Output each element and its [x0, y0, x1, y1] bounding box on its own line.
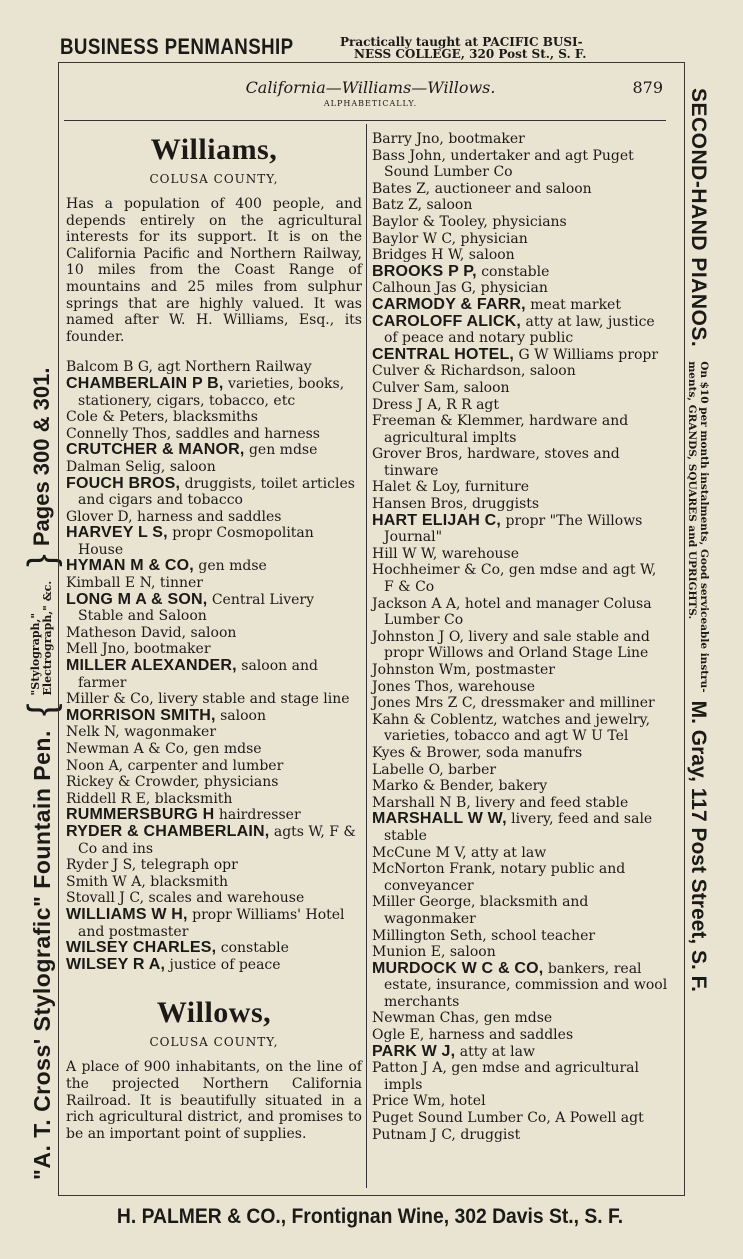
- directory-entry: [66, 957, 362, 974]
- directory-entry: [372, 1027, 670, 1044]
- entry-name-bold: HART ELIJAH C,: [372, 511, 502, 529]
- directory-entry: [372, 1010, 670, 1027]
- entry-text: Millington Seth, school teacher: [372, 927, 596, 944]
- entry-text: Noon A, carpenter and lumber: [66, 757, 284, 774]
- footer-banner: H. PALMER & CO., Frontignan Wine, 302 Davis St., S. F.: [116, 1205, 624, 1228]
- entry-text: Central Livery Stable and Saloon: [78, 591, 315, 625]
- entry-name-bold: CARMODY & FARR,: [372, 295, 526, 313]
- entry-text: Patton J A, gen mdse and agricultural impls: [372, 1060, 639, 1093]
- williams-directory-list: [66, 359, 362, 973]
- directory-entry: [66, 442, 362, 459]
- entry-text: Bates Z, auctioneer and saloon: [372, 180, 592, 197]
- directory-entry: [66, 476, 362, 509]
- directory-entry: [66, 575, 362, 592]
- entry-text: Johnston Wm, postmaster: [372, 662, 555, 678]
- directory-entry: [66, 558, 362, 575]
- left-side-small-1: "Stylograph,": [29, 612, 42, 696]
- willows-county: COLUSA COUNTY,: [149, 1035, 279, 1050]
- entry-name-bold: MORRISON SMITH,: [66, 706, 216, 724]
- page-title: California—Williams—Willows.: [245, 78, 496, 97]
- directory-entry: [372, 712, 670, 745]
- directory-entry: [66, 890, 362, 907]
- entry-text: McNorton Frank, notary public and conveyancer: [372, 861, 626, 894]
- right-side-address: M. Gray, 117 Post Street, S. F.: [687, 700, 710, 993]
- directory-entry: [372, 596, 670, 629]
- entry-text: Price Wm, hotel: [372, 1093, 486, 1110]
- directory-entry: [372, 413, 670, 446]
- page-header: [58, 78, 683, 97]
- entry-text: atty at law: [455, 1043, 535, 1060]
- right-side-terms-2: ments, GRANDS, SQUARES and UPRIGHTS.: [686, 361, 698, 620]
- entry-text: Marko & Bender, bakery: [372, 778, 548, 795]
- entry-name-bold: BROOKS P P,: [372, 262, 477, 280]
- directory-entry: [66, 409, 362, 426]
- entry-text: Matheson David, saloon: [66, 624, 237, 641]
- entry-name-bold: CAROLOFF ALICK,: [372, 312, 522, 330]
- entry-text: Freeman & Klemmer, hardware and agricultural implts: [372, 413, 629, 446]
- entry-text: Culver & Richardson, saloon: [372, 363, 576, 380]
- entry-text: Connelly Thos, saddles and harness: [66, 425, 320, 442]
- entry-text: Batz Z, saloon: [372, 197, 473, 214]
- directory-entry: [372, 629, 670, 662]
- directory-entry: [372, 297, 670, 314]
- willows-directory-list: [372, 131, 670, 1143]
- directory-entry: [372, 347, 670, 364]
- entry-text: Munion E, saloon: [372, 944, 496, 961]
- entry-text: Riddell R E, blacksmith: [66, 790, 233, 807]
- entry-text: Mell Jno, bootmaker: [66, 641, 211, 658]
- entry-text: Marshall N B, livery and feed stable: [372, 794, 629, 811]
- entry-text: Barry Jno, bootmaker: [372, 131, 525, 147]
- directory-entry: [66, 625, 362, 642]
- directory-entry: [372, 1093, 670, 1110]
- entry-name-bold: WILLIAMS W H,: [66, 905, 188, 923]
- directory-entry: [66, 658, 362, 691]
- entry-text: Hochheimer & Co, gen mdse and agt W, F & Co: [372, 562, 657, 596]
- directory-entry: [66, 426, 362, 443]
- entry-text: Puget Sound Lumber Co, A Powell agt: [372, 1110, 644, 1127]
- entry-text: Dress J A, R R agt: [372, 396, 500, 413]
- directory-entry: [66, 592, 362, 625]
- directory-entry: [372, 679, 670, 696]
- directory-entry: [66, 459, 362, 476]
- entry-name-bold: MARSHALL W W,: [372, 810, 507, 828]
- willows-description: A place of 900 inhabitants, on the line of the projected Northern California Railroad. It is beautifully situated in a rich agricultural district, and promises to be an important point of supplies.: [66, 1059, 362, 1142]
- entry-name-bold: CENTRAL HOTEL,: [372, 345, 515, 363]
- entry-text: livery, feed and sale stable: [384, 811, 653, 844]
- entry-text: saloon: [215, 707, 267, 724]
- directory-entry: [372, 928, 670, 945]
- williams-description: Has a population of 400 people, and depends entirely on the agricultural interests for its support. It is on the California Pacific and Northern Railway, 10 miles from the Coast Range of mountains and 25 miles from sulphur springs that are highly valued. It was named after W. H. Williams, Esq., its founder.: [66, 196, 362, 345]
- entry-text: agts W, F & Co and ins: [78, 823, 356, 857]
- entry-name-bold: HYMAN M & CO,: [66, 557, 194, 575]
- directory-entry: [372, 197, 670, 214]
- directory-entry: [66, 641, 362, 658]
- entry-text: Culver Sam, saloon: [372, 379, 510, 396]
- directory-entry: [66, 774, 362, 791]
- entry-name-bold: WILSEY CHARLES,: [66, 939, 217, 957]
- entry-text: druggists, toilet articles and cigars and tobacco: [78, 475, 355, 509]
- left-side-small-2: Electrograph," &c.: [41, 580, 54, 696]
- entry-text: Miller George, blacksmith and wagonmaker: [372, 894, 589, 927]
- entry-text: Jones Thos, warehouse: [372, 678, 536, 695]
- directory-entry: [66, 807, 362, 824]
- entry-text: Newman Chas, gen mdse: [372, 1010, 553, 1027]
- entry-name-bold: MILLER ALEXANDER,: [66, 657, 237, 675]
- page-subtitle: ALPHABETICALLY.: [323, 99, 418, 108]
- directory-entry: [66, 525, 362, 558]
- directory-entry: [372, 148, 670, 181]
- directory-entry: [372, 314, 670, 347]
- entry-text: Smith W A, blacksmith: [66, 873, 228, 890]
- right-column: [372, 131, 670, 1143]
- directory-entry: [66, 857, 362, 874]
- entry-text: Cole & Peters, blacksmiths: [66, 409, 258, 426]
- entry-text: hairdresser: [214, 807, 301, 824]
- entry-text: constable: [216, 940, 289, 957]
- directory-entry: [372, 496, 670, 513]
- entry-text: atty at law, justice of peace and notary public: [384, 313, 655, 347]
- directory-entry: [66, 741, 362, 758]
- right-side-pianos: SECOND-HAND PIANOS.: [687, 88, 710, 348]
- directory-entry: [66, 824, 362, 857]
- directory-entry: [372, 562, 670, 595]
- left-side-banner: [22, 80, 62, 1180]
- entry-text: Rickey & Crowder, physicians: [66, 774, 279, 791]
- left-side-brace-2: }: [20, 554, 63, 567]
- entry-name-bold: RUMMERSBURG H: [66, 806, 215, 824]
- entry-text: Newman A & Co, gen mdse: [66, 741, 262, 757]
- top-banner-left: BUSINESS PENMANSHIP: [60, 34, 294, 59]
- entry-text: Nelk N, wagonmaker: [66, 724, 217, 741]
- entry-text: Glover D, harness and saddles: [66, 508, 282, 525]
- directory-entry: [372, 231, 670, 248]
- entry-text: constable: [476, 263, 550, 280]
- left-side-brace: {: [20, 703, 63, 717]
- directory-entry: [372, 762, 670, 779]
- directory-entry: [66, 708, 362, 725]
- entry-text: propr Williams' Hotel and postmaster: [78, 906, 345, 940]
- entry-text: Hansen Bros, druggists: [372, 496, 540, 513]
- entry-text: justice of peace: [165, 956, 281, 973]
- entry-text: gen mdse: [193, 558, 267, 575]
- directory-entry: [372, 662, 670, 679]
- top-banner-right: [340, 36, 586, 60]
- page-number: 879: [632, 78, 663, 97]
- directory-entry: [66, 758, 362, 775]
- directory-entry: [372, 380, 670, 397]
- right-side-terms-1: On $10 per month instalments, Good serviceable instru-: [698, 361, 710, 693]
- entry-text: Baylor & Tooley, physicians: [372, 213, 567, 230]
- directory-entry: [372, 546, 670, 563]
- entry-name-bold: FOUCH BROS,: [66, 474, 181, 492]
- directory-entry: [372, 513, 670, 546]
- entry-text: varieties, books, stationery, cigars, tobacco, etc: [78, 375, 345, 409]
- entry-text: Jones Mrs Z C, dressmaker and milliner: [372, 695, 655, 712]
- entry-text: Kimball E N, tinner: [66, 575, 203, 592]
- entry-text: Ryder J S, telegraph opr: [66, 857, 238, 874]
- entry-text: Halet & Loy, furniture: [372, 479, 529, 496]
- entry-text: propr "The Willows Journal": [384, 512, 643, 546]
- header-divider: [64, 120, 666, 121]
- entry-name-bold: HARVEY L S,: [66, 524, 168, 542]
- entry-text: G W Williams propr: [514, 346, 659, 363]
- left-side-small: [30, 581, 54, 696]
- entry-text: Kyes & Brower, soda manufrs: [372, 744, 583, 761]
- directory-entry: [66, 509, 362, 526]
- directory-entry: [372, 795, 670, 812]
- top-banner-right-line1: Practically taught at PACIFIC BUSI-: [340, 35, 583, 49]
- entry-text: meat market: [525, 296, 621, 313]
- directory-entry: [372, 1110, 670, 1127]
- entry-name-bold: MURDOCK W C & CO,: [372, 959, 544, 977]
- directory-entry: [66, 907, 362, 940]
- directory-entry: [372, 961, 670, 1011]
- entry-text: propr Cosmopolitan House: [78, 525, 314, 558]
- directory-entry: [372, 214, 670, 231]
- top-banner: [60, 28, 680, 64]
- top-banner-right-line2: NESS COLLEGE, 320 Post St., S. F.: [354, 47, 587, 61]
- willows-heading: Willows,: [156, 996, 272, 1030]
- directory-entry: [372, 1060, 670, 1093]
- directory-entry: [372, 845, 670, 862]
- directory-entry: [372, 778, 670, 795]
- directory-entry: [372, 745, 670, 762]
- directory-entry: [372, 363, 670, 380]
- directory-entry: [66, 874, 362, 891]
- directory-entry: [372, 1127, 670, 1144]
- entry-name-bold: CHAMBERLAIN P B,: [66, 374, 224, 392]
- entry-text: Bass John, undertaker and agt Puget Sound Lumber Co: [372, 147, 634, 181]
- entry-name-bold: PARK W J,: [372, 1042, 456, 1060]
- column-divider: [366, 124, 367, 1188]
- left-side-main: "A. T. Cross' Stylografic" Fountain Pen.: [28, 730, 55, 1180]
- entry-text: Jackson A A, hotel and manager Colusa Lumber Co: [372, 595, 652, 629]
- directory-entry: [372, 181, 670, 198]
- directory-entry: [66, 724, 362, 741]
- williams-county: COLUSA COUNTY,: [149, 172, 279, 186]
- directory-entry: [372, 397, 670, 414]
- entry-text: Bridges H W, saloon: [372, 247, 515, 264]
- entry-name-bold: RYDER & CHAMBERLAIN,: [66, 822, 270, 840]
- directory-entry: [372, 944, 670, 961]
- entry-text: Hill W W, warehouse: [372, 545, 520, 562]
- entry-name-bold: WILSEY R A,: [66, 955, 166, 973]
- entry-text: Ogle E, harness and saddles: [372, 1027, 574, 1044]
- entry-name-bold: CRUTCHER & MANOR,: [66, 441, 245, 459]
- directory-entry: [372, 811, 670, 844]
- entry-text: Stovall J C, scales and warehouse: [66, 890, 305, 907]
- directory-entry: [66, 359, 362, 376]
- directory-entry: [372, 695, 670, 712]
- directory-entry: [372, 131, 670, 148]
- entry-text: bankers, real estate, insurance, commission and wool merchants: [384, 960, 668, 1010]
- williams-heading: Williams,: [150, 133, 278, 166]
- left-column: [66, 130, 362, 1142]
- entry-text: Kahn & Coblentz, watches and jewelry, varieties, tobacco and agt W U Tel: [372, 711, 651, 745]
- directory-entry: [372, 247, 670, 264]
- right-side-terms: [686, 361, 710, 692]
- entry-text: Grover Bros, hardware, stoves and tinware: [372, 446, 620, 479]
- directory-entry: [372, 894, 670, 927]
- directory-entry: [372, 280, 670, 297]
- entry-text: Baylor W C, physician: [372, 230, 528, 247]
- directory-entry: [66, 940, 362, 957]
- directory-entry: [372, 446, 670, 479]
- left-side-pages: Pages 300 & 301.: [29, 367, 54, 547]
- directory-entry: [66, 791, 362, 808]
- entry-text: Putnam J C, druggist: [372, 1126, 521, 1143]
- entry-text: Calhoun Jas G, physician: [372, 280, 548, 297]
- entry-text: saloon and farmer: [78, 658, 318, 691]
- entry-text: Miller & Co, livery stable and stage line: [66, 691, 350, 708]
- directory-entry: [372, 479, 670, 496]
- entry-text: Labelle O, barber: [372, 761, 497, 778]
- directory-entry: [66, 376, 362, 409]
- directory-entry: [372, 264, 670, 281]
- entry-text: Balcom B G, agt Northern Railway: [66, 359, 312, 376]
- entry-name-bold: LONG M A & SON,: [66, 590, 208, 608]
- entry-text: McCune M V, atty at law: [372, 844, 547, 861]
- entry-text: gen mdse: [244, 442, 318, 459]
- entry-text: Dalman Selig, saloon: [66, 458, 216, 475]
- directory-entry: [66, 691, 362, 708]
- directory-entry: [372, 861, 670, 894]
- entry-text: Johnston J O, livery and sale stable and propr Willows and Orland Stage Line: [372, 628, 650, 662]
- directory-entry: [372, 1044, 670, 1061]
